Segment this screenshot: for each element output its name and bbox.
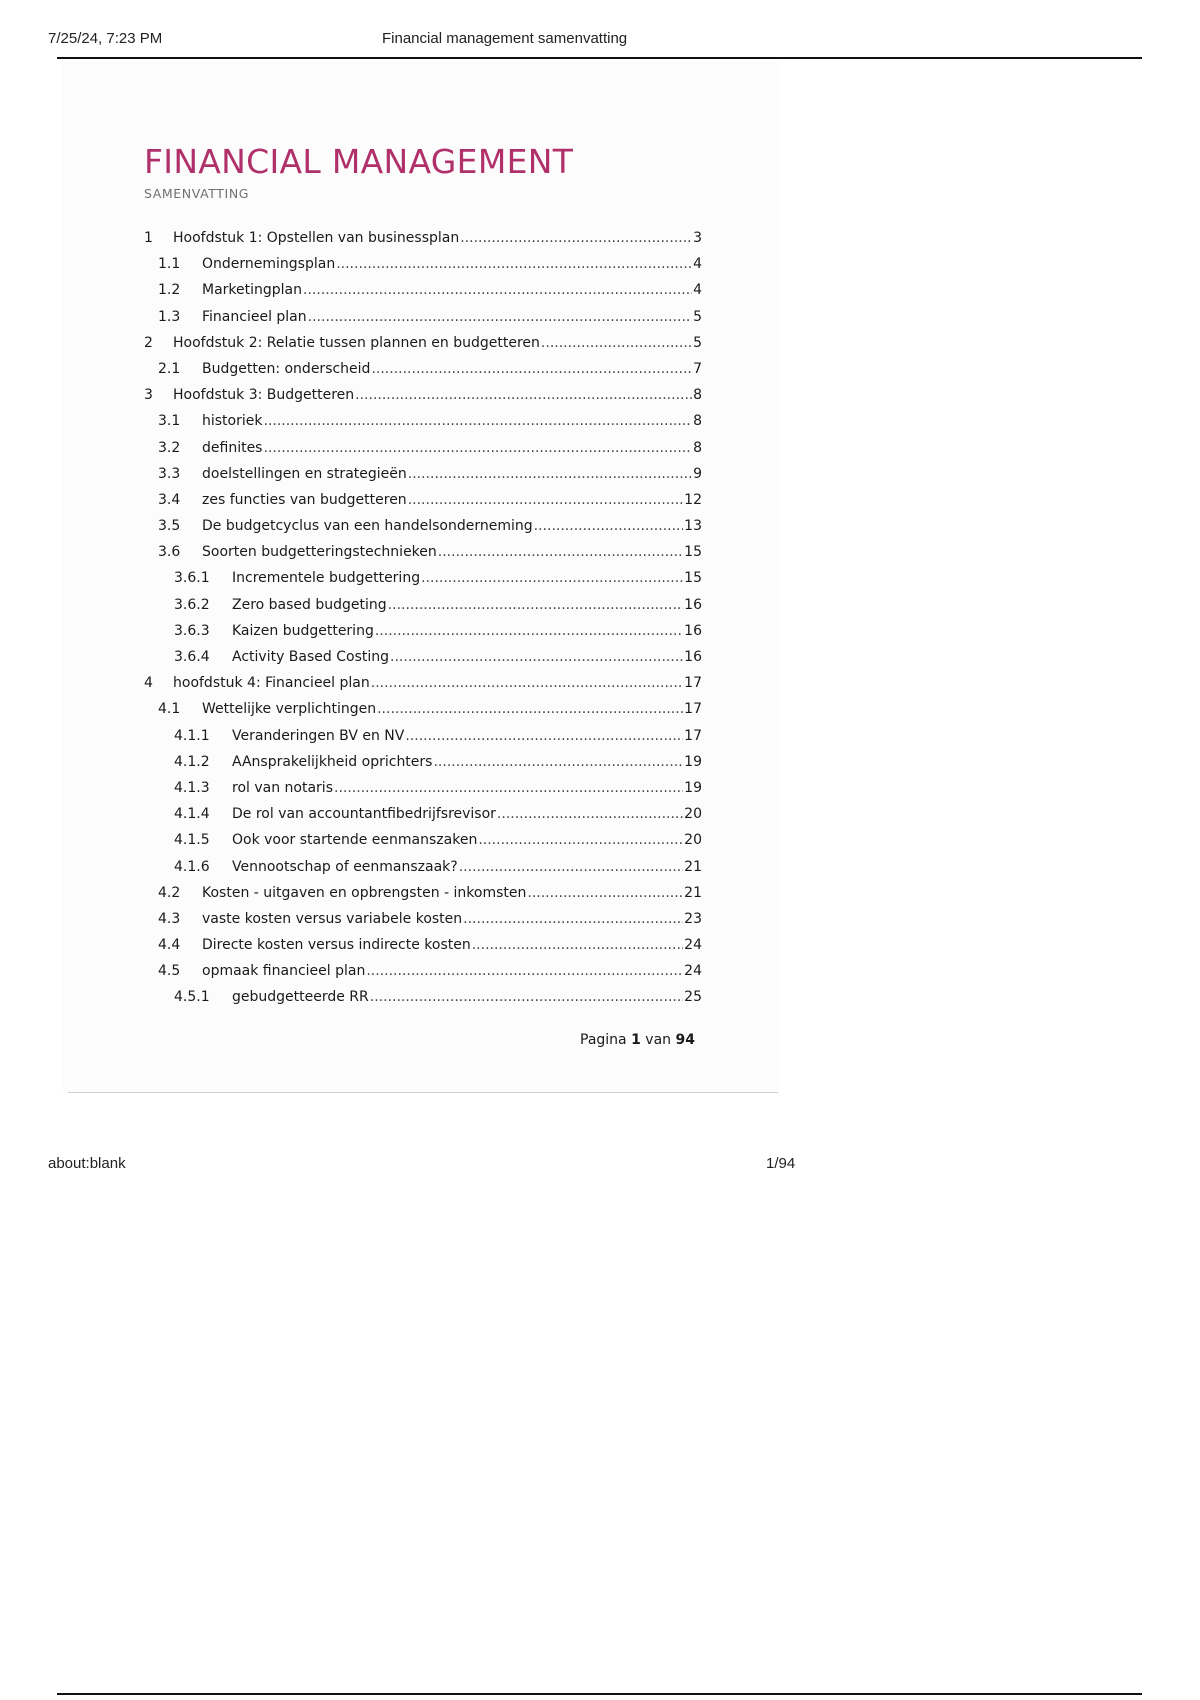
toc-entry-page: 7: [693, 360, 702, 377]
page-number-prefix: Pagina: [580, 1032, 627, 1048]
toc-entry-title: rol van notaris: [232, 779, 333, 796]
toc-entry-page: 13: [684, 518, 702, 535]
print-header-title: Financial management samenvatting: [382, 30, 628, 47]
toc-entry-number: 4.4: [158, 937, 181, 954]
page-number-middle: van: [645, 1032, 672, 1048]
toc-dot-leader: [263, 413, 692, 429]
toc-dot-leader: [460, 230, 692, 246]
toc-entry-page: 16: [684, 649, 702, 665]
toc-entry-number: 4.5: [158, 963, 181, 980]
toc-entry-title: Ondernemingsplan: [202, 256, 336, 273]
toc-entry[interactable]: [144, 597, 702, 623]
toc-entry[interactable]: [144, 230, 702, 256]
toc-entry-title: Directe kosten versus indirecte kosten: [202, 937, 471, 954]
toc-entry-title: De rol van accountantfibedrijfsrevisor: [232, 806, 496, 823]
toc-entry[interactable]: [144, 518, 702, 544]
toc-entry-page: 5: [693, 308, 702, 325]
toc-entry-number: 4.1.4: [174, 806, 210, 823]
toc-entry-number: 4.5.1: [174, 989, 210, 1006]
toc-entry-number: 4: [144, 675, 153, 692]
toc-entry-number: 3.6.1: [174, 570, 210, 587]
toc-dot-leader: [408, 492, 683, 508]
toc-entry[interactable]: [144, 466, 702, 492]
toc-entry-title: definites: [202, 439, 263, 456]
print-footer-page-count: 1/94: [766, 1155, 796, 1172]
toc-dot-leader: [438, 544, 683, 560]
toc-entry[interactable]: [144, 963, 702, 989]
toc-entry[interactable]: [144, 937, 702, 963]
toc-entry[interactable]: [144, 570, 702, 596]
toc-entry-page: 8: [693, 413, 702, 430]
toc-entry-page: 19: [684, 753, 702, 770]
toc-entry-page: 20: [684, 806, 702, 823]
toc-dot-leader: [478, 832, 683, 848]
toc-entry[interactable]: [144, 728, 702, 754]
toc-dot-leader: [408, 466, 692, 482]
toc-dot-leader: [370, 989, 683, 1005]
toc-dot-leader: [336, 256, 692, 272]
table-of-contents: [144, 230, 702, 1016]
toc-dot-leader: [355, 387, 692, 403]
toc-entry[interactable]: [144, 544, 702, 570]
toc-dot-leader: [463, 911, 683, 927]
toc-entry-title: Budgetten: onderscheid: [202, 360, 371, 377]
toc-entry-title: Financieel plan: [202, 308, 307, 325]
toc-entry-page: 15: [684, 544, 702, 561]
toc-entry-number: 4.1.6: [174, 858, 210, 875]
toc-entry-number: 4.2: [158, 884, 181, 901]
toc-entry-title: Kaizen budgettering: [232, 622, 374, 639]
toc-dot-leader: [371, 361, 692, 377]
toc-entry[interactable]: [144, 309, 702, 335]
toc-entry[interactable]: [144, 806, 702, 832]
toc-entry-number: 3.6: [158, 544, 181, 561]
toc-entry-title: doelstellingen en strategieën: [202, 465, 407, 482]
toc-dot-leader: [377, 701, 683, 717]
toc-dot-leader: [534, 518, 684, 534]
toc-entry[interactable]: [144, 335, 702, 361]
toc-entry-title: Hoofdstuk 3: Budgetteren: [173, 387, 355, 404]
toc-entry-number: 3.4: [158, 491, 181, 508]
toc-entry-number: 3.5: [158, 518, 181, 535]
toc-entry-number: 3: [144, 387, 153, 404]
toc-entry-page: 16: [684, 596, 702, 613]
toc-entry-page: 17: [684, 701, 702, 718]
print-header-date: 7/25/24, 7:23 PM: [48, 30, 163, 47]
toc-entry-number: 4.3: [158, 910, 181, 927]
toc-dot-leader: [334, 780, 683, 796]
toc-entry-page: 12: [684, 491, 702, 508]
toc-entry-title: Kosten - uitgaven en opbrengsten - inkomsten: [202, 884, 527, 901]
toc-entry-number: 4.1.5: [174, 832, 210, 849]
toc-dot-leader: [421, 570, 683, 586]
toc-entry-page: 21: [684, 884, 702, 901]
toc-dot-leader: [472, 937, 683, 953]
toc-entry-page: 17: [684, 675, 702, 692]
toc-entry[interactable]: [144, 256, 702, 282]
toc-entry[interactable]: [144, 989, 702, 1015]
toc-entry-title: Marketingplan: [202, 282, 303, 299]
print-footer-url: about:blank: [48, 1155, 126, 1172]
toc-entry-number: 2: [144, 334, 153, 351]
toc-entry-title: Wettelijke verplichtingen: [202, 701, 377, 718]
toc-entry-page: 23: [684, 910, 702, 927]
toc-entry-title: Veranderingen BV en NV: [232, 727, 405, 744]
toc-entry-number: 3.6.3: [174, 622, 210, 639]
toc-entry[interactable]: [144, 859, 702, 885]
toc-entry-title: Activity Based Costing: [232, 649, 390, 665]
toc-entry[interactable]: [144, 675, 702, 701]
toc-entry[interactable]: [144, 623, 702, 649]
toc-entry-title: Ook voor startende eenmanszaken: [232, 832, 478, 849]
toc-entry-page: 15: [684, 570, 702, 587]
toc-entry-title: hoofdstuk 4: Financieel plan: [173, 675, 370, 692]
toc-dot-leader: [405, 728, 683, 744]
toc-entry[interactable]: [144, 413, 702, 439]
print-header-rule: [57, 57, 1142, 59]
toc-dot-leader: [433, 754, 683, 770]
toc-entry-title: Hoofdstuk 1: Opstellen van businessplan: [173, 230, 460, 246]
toc-dot-leader: [390, 649, 683, 665]
toc-entry-title: zes functies van budgetteren: [202, 491, 407, 508]
toc-entry-page: 4: [693, 256, 702, 273]
toc-entry[interactable]: [144, 911, 702, 937]
document-subtitle: SAMENVATTING: [144, 186, 250, 201]
toc-entry-title: Zero based budgeting: [232, 596, 387, 613]
toc-entry-page: 8: [693, 439, 702, 456]
toc-dot-leader: [375, 623, 683, 639]
document-title: FINANCIAL MANAGEMENT: [144, 142, 574, 181]
toc-entry-page: 4: [693, 282, 702, 299]
toc-entry-page: 3: [693, 230, 702, 246]
toc-entry-number: 4.1.1: [174, 727, 210, 744]
page-bottom-rule: [68, 1092, 778, 1093]
toc-dot-leader: [308, 309, 692, 325]
toc-entry-title: AAnsprakelijkheid oprichters: [232, 753, 433, 770]
page-number-footer: [580, 1032, 695, 1048]
toc-entry-number: 3.3: [158, 465, 181, 482]
toc-dot-leader: [371, 675, 683, 691]
page-number-total: 94: [675, 1032, 695, 1048]
toc-entry-number: 2.1: [158, 360, 181, 377]
toc-entry[interactable]: [144, 885, 702, 911]
toc-dot-leader: [527, 885, 683, 901]
toc-entry-page: 20: [684, 832, 702, 849]
toc-entry-page: 16: [684, 622, 702, 639]
toc-entry[interactable]: [144, 780, 702, 806]
toc-entry-number: 4.1: [158, 701, 181, 718]
toc-entry-page: 5: [693, 334, 702, 351]
toc-entry-title: vaste kosten versus variabele kosten: [202, 910, 463, 927]
toc-entry-page: 24: [684, 937, 702, 954]
toc-dot-leader: [263, 440, 692, 456]
toc-entry-number: 1.3: [158, 308, 181, 325]
toc-entry-page: 24: [684, 963, 702, 980]
toc-entry-number: 4.1.2: [174, 753, 210, 770]
toc-entry-title: Soorten budgetteringstechnieken: [202, 544, 437, 561]
toc-dot-leader: [541, 335, 692, 351]
toc-entry-page: 19: [684, 779, 702, 796]
toc-entry[interactable]: [144, 440, 702, 466]
toc-entry-number: 3.1: [158, 413, 181, 430]
toc-entry-title: De budgetcyclus van een handelsonderneming: [202, 518, 533, 535]
toc-entry-number: 1: [144, 230, 153, 246]
toc-entry-title: opmaak financieel plan: [202, 963, 366, 980]
toc-entry[interactable]: [144, 701, 702, 727]
toc-entry[interactable]: [144, 361, 702, 387]
toc-entry-number: 1.1: [158, 256, 181, 273]
toc-entry-number: 3.2: [158, 439, 181, 456]
toc-dot-leader: [497, 806, 683, 822]
toc-dot-leader: [459, 859, 683, 875]
toc-entry-title: Vennootschap of eenmanszaak?: [232, 858, 458, 875]
toc-entry-title: gebudgetteerde RR: [232, 989, 369, 1006]
bottom-rule: [57, 1693, 1142, 1695]
toc-entry[interactable]: [144, 754, 702, 780]
toc-entry-title: historiek: [202, 413, 263, 430]
toc-entry[interactable]: [144, 387, 702, 413]
toc-entry-page: 17: [684, 727, 702, 744]
toc-entry[interactable]: [144, 492, 702, 518]
toc-entry-page: 9: [693, 465, 702, 482]
toc-entry-page: 8: [693, 387, 702, 404]
toc-entry-number: 3.6.4: [174, 649, 210, 665]
toc-entry[interactable]: [144, 832, 702, 858]
toc-entry-number: 3.6.2: [174, 596, 210, 613]
toc-dot-leader: [388, 597, 684, 613]
toc-entry-page: 25: [684, 989, 702, 1006]
toc-entry-page: 21: [684, 858, 702, 875]
toc-entry[interactable]: [144, 282, 702, 308]
toc-entry-title: Incrementele budgettering: [232, 570, 421, 587]
toc-dot-leader: [303, 282, 692, 298]
toc-entry-number: 1.2: [158, 282, 181, 299]
toc-dot-leader: [366, 963, 683, 979]
toc-entry-number: 4.1.3: [174, 779, 210, 796]
toc-entry[interactable]: [144, 649, 702, 675]
toc-entry-title: Hoofdstuk 2: Relatie tussen plannen en budgetteren: [173, 334, 540, 351]
page-number-current: 1: [631, 1032, 641, 1048]
